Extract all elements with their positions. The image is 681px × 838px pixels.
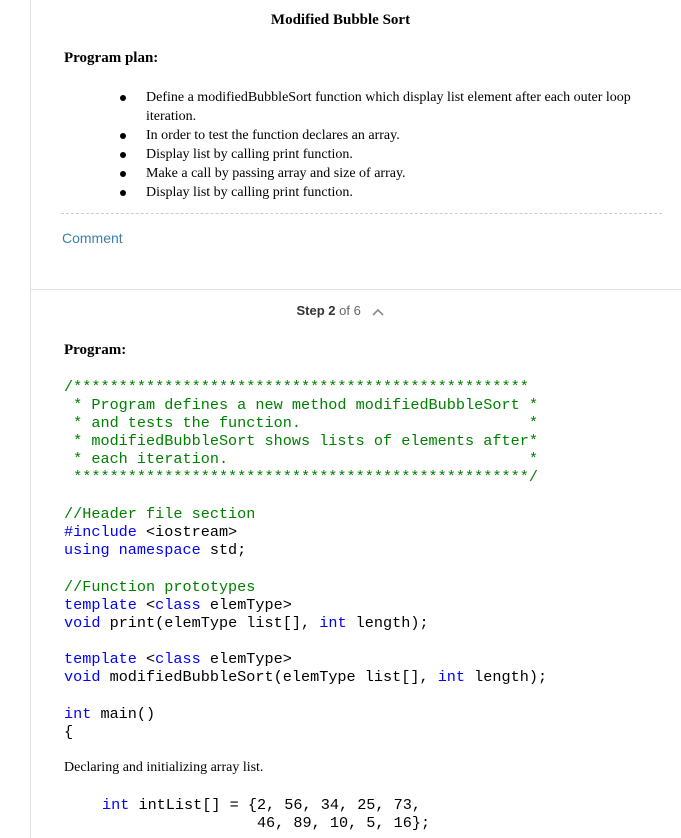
code-line: * each iteration. * [64,450,538,469]
code-line: * and tests the function. * [64,414,538,433]
plan-item: Display list by calling print function. [118,183,638,202]
bullet-icon [120,95,126,101]
plan-item: Define a modifiedBubbleSort function which display list element after each outer loop iteration. [118,88,638,126]
plan-item: In order to test the function declares an array. [118,126,638,145]
bullet-icon [120,171,126,177]
code-line: **************************************************/ [64,468,538,487]
code-line: /************************************************** [64,378,529,396]
declaring-text: Declaring and initializing array list. [64,760,264,775]
code-array-init: int intList[] = {2, 56, 34, 25, 73, 46, 89, 10, 5, 16}; [102,796,431,833]
plan-item: Display list by calling print function. [118,145,638,164]
code-line: * modifiedBubbleSort shows lists of elements after* [64,432,538,451]
comment-link[interactable]: Comment [62,230,123,246]
program-heading: Program: [64,342,127,358]
code-mbs-prototype: template <class elemType> void modifiedBubbleSort(elemType list[], int length); [64,650,548,687]
plan-heading: Program plan: [64,50,159,66]
dashed-divider [61,213,662,214]
code-prototypes: //Function prototypes template <class elemType> void print(elemType list[], int length); [64,578,429,633]
step-label: Step [296,303,325,318]
plan-item: Make a call by passing array and size of array. [118,164,638,183]
chevron-up-icon[interactable] [372,308,384,316]
bullet-icon [120,133,126,139]
code-line: * Program defines a new method modifiedBubbleSort * [64,396,538,415]
plan-list [118,88,638,202]
code-header-section: //Header file section #include <iostream> using namespace std; [64,505,256,560]
left-border [30,0,31,838]
bullet-icon [120,190,126,196]
section-divider [31,289,681,290]
page-title: Modified Bubble Sort [270,12,411,28]
code-main: int main() { [64,705,156,742]
step-indicator [0,303,681,318]
step-current: 2 [328,303,336,318]
bullet-icon [120,152,126,158]
step-of: of [339,303,350,318]
code-comment-block [64,378,538,487]
step-total: 6 [353,303,361,318]
